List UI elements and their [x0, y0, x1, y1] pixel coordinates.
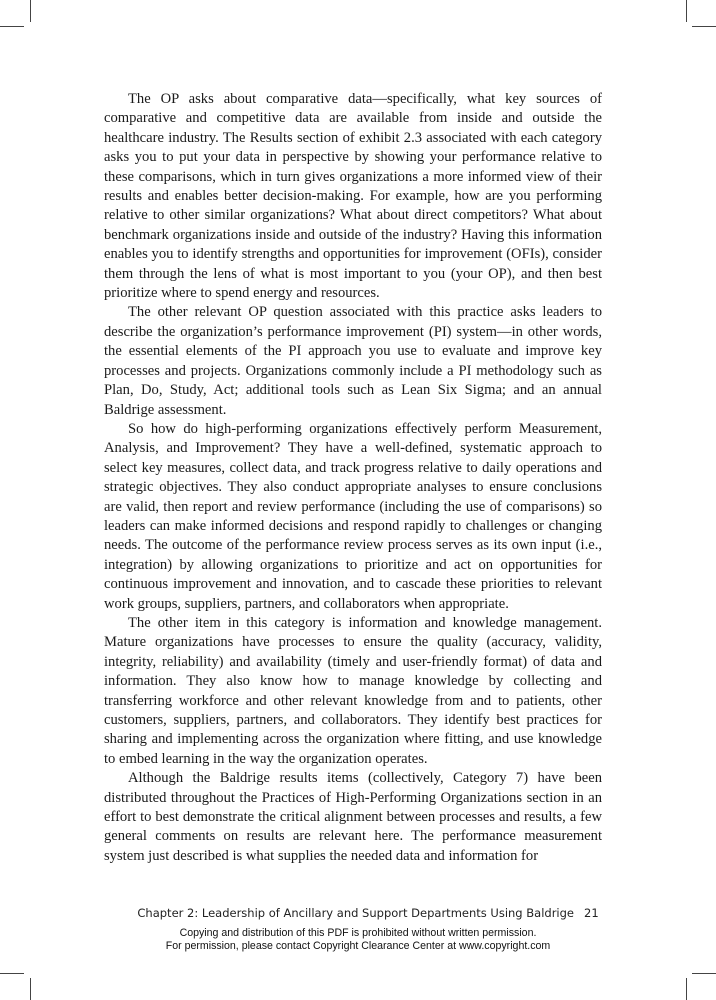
copyright-notice-line-2: For permission, please contact Copyright Clearance Center at www.copyright.com — [165, 940, 551, 952]
paragraph: The other relevant OP question associated with this practice asks leaders to describe the organization’s performance improvement (PI) system—in other words, the essential elements of the PI approach you use to evaluate and improve key processes and projects. Organizations commonly include a PI methodology such as Plan, Do, Study, Act; additional tools such as Lean Six Sigma; and an annual Baldrige assessment. — [104, 304, 602, 418]
crop-mark-top-left — [30, 0, 31, 22]
crop-mark-bottom-left-h — [0, 973, 24, 974]
page-number: 21 — [584, 906, 599, 920]
crop-mark-top-left-h — [0, 26, 24, 27]
crop-mark-bottom-right — [686, 978, 687, 1000]
crop-mark-top-right — [686, 0, 687, 22]
crop-mark-bottom-right-h — [692, 973, 716, 974]
running-head: Chapter 2: Leadership of Ancillary and Support Departments Using Baldrige — [137, 906, 574, 920]
page-footer — [0, 906, 599, 920]
paragraph: Although the Baldrige results items (collectively, Category 7) have been distributed throughout the Practices of High-Performing Organizations section in an effort to best demonstrate the critical alignment between processes and results, a few general comments on results are relevant here. The performance measurement system just described is what supplies the needed data and information for — [104, 770, 602, 864]
paragraph: The OP asks about comparative data—specifically, what key sources of comparative and competitive data are available from inside and outside the healthcare industry. The Results section of exhibit 2.3 associated with each category asks you to put your data in perspective by showing your performance relative to these comparisons, which in turn gives organizations a more informed view of their results and enables better decision-making. For example, how are you performing relative to other similar organizations? What about direct competitors? What about benchmark organizations inside and outside of the industry? Having this information enables you to identify strengths and opportunities for improvement (OFIs), consider them through the lens of what is most important to you (your OP), and then best prioritize where to spend energy and resources. — [104, 91, 602, 302]
paragraph: The other item in this category is information and knowledge management. Mature organizations have processes to ensure the quality (accuracy, validity, integrity, reliability) and availability (timely and user-friendly format) of data and information. They also know how to manage knowledge by collecting and transferring workforce and other relevant knowledge from and to patients, other customers, suppliers, partners, and collaborators. They identify best practices for sharing and implementing across the organization where fitting, and use knowledge to embed learning in the way the organization operates. — [104, 614, 602, 767]
body-text — [104, 90, 602, 866]
crop-mark-bottom-left — [30, 978, 31, 1000]
copyright-notice-line-1: Copying and distribution of this PDF is prohibited without written permission. — [179, 927, 537, 939]
crop-mark-top-right-h — [692, 26, 716, 27]
paragraph: So how do high-performing organizations effectively perform Measurement, Analysis, and Improvement? They have a well-defined, systematic approach to select key measures, collect data, and track progress relative to daily operations and strategic objectives. They also conduct appropriate analyses to ensure conclusions are valid, then report and review performance (including the use of comparisons) so leaders can make informed decisions and respond rapidly to challenges or changing needs. The outcome of the performance review process serves as its own input (i.e., integration) by allowing organizations to prioritize and act on opportunities for continuous improvement and innovation, and to cascade these priorities to relevant work groups, suppliers, partners, and collaborators when appropriate. — [104, 420, 602, 612]
